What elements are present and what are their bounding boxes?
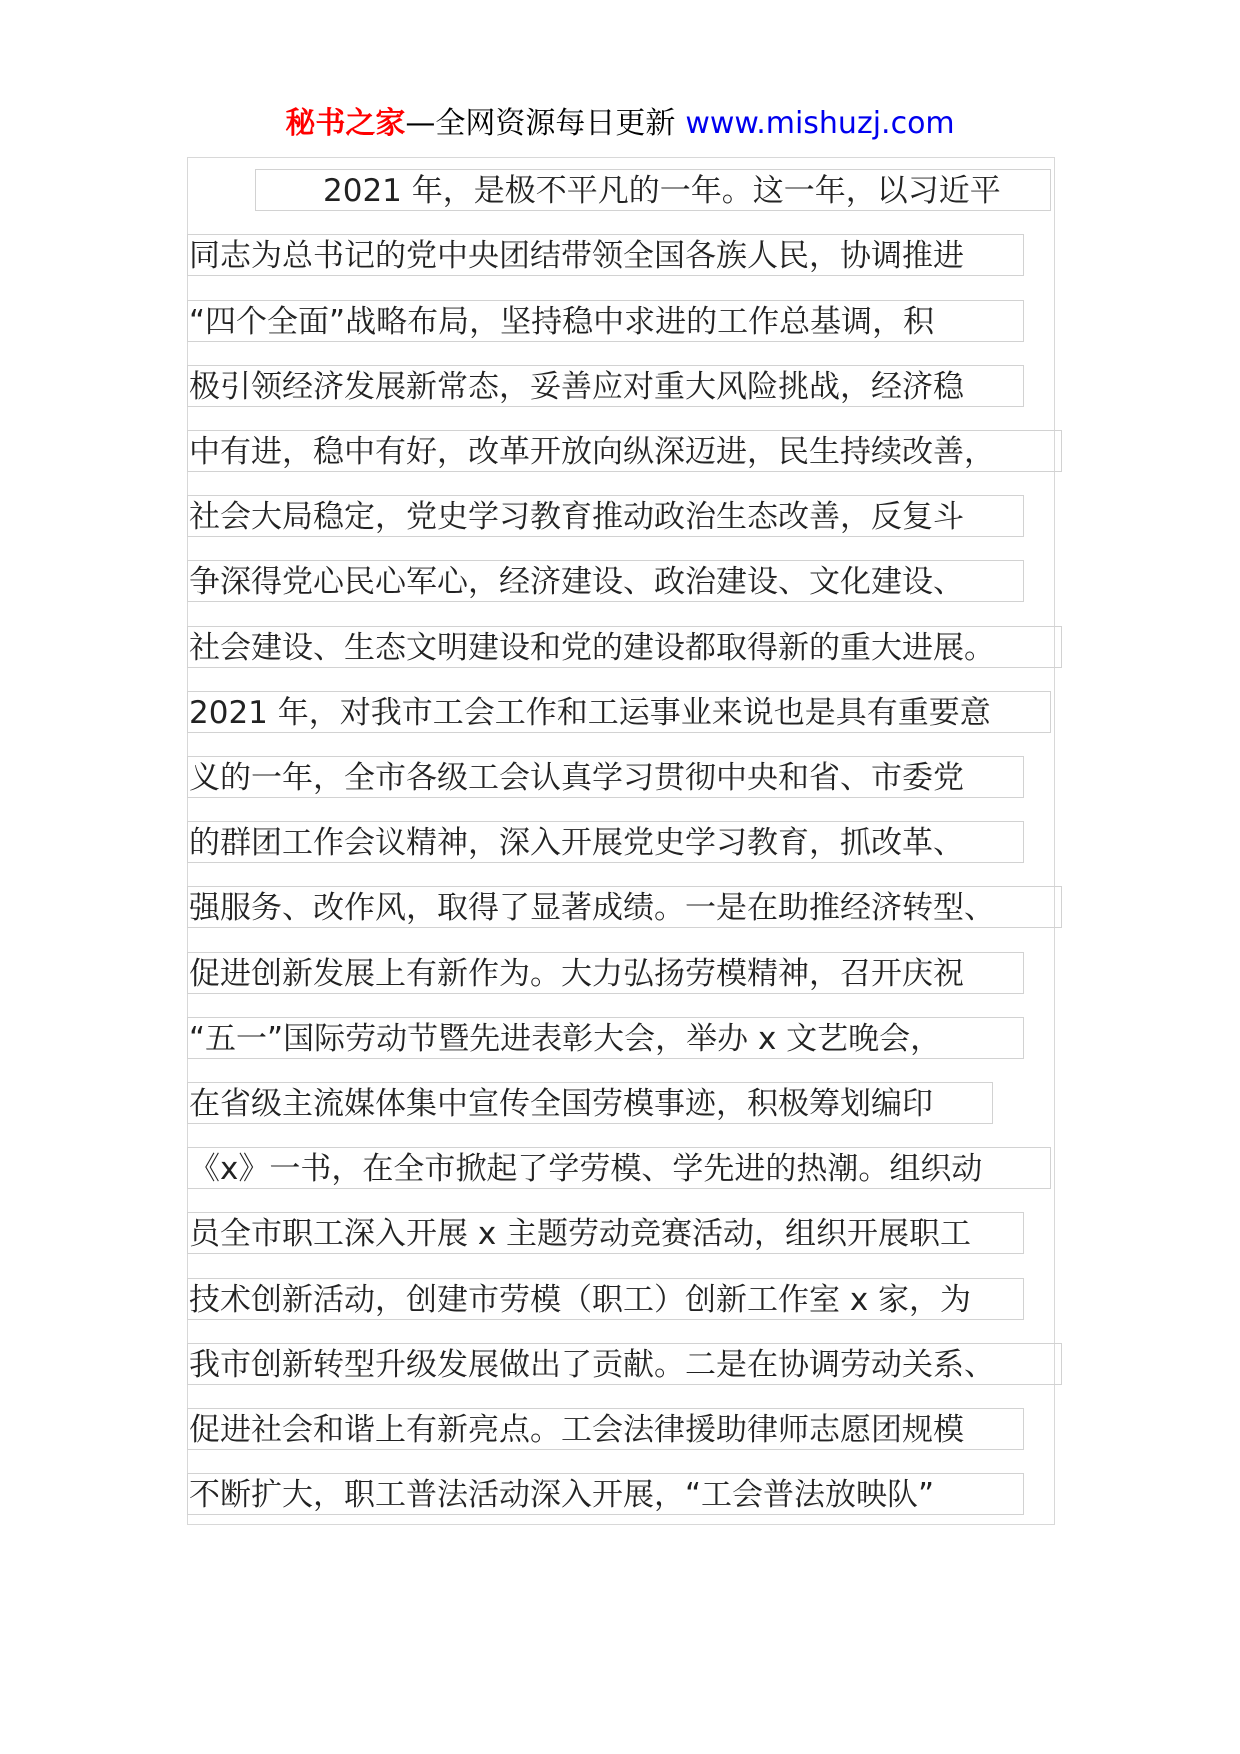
site-header bbox=[0, 100, 1240, 148]
site-slogan: —全网资源每日更新 bbox=[405, 106, 676, 141]
text-line: 在省级主流媒体集中宣传全国劳模事迹，积极筹划编印 bbox=[187, 1082, 993, 1124]
text-line: 技术创新活动，创建市劳模（职工）创新工作室 x 家，为 bbox=[187, 1278, 1024, 1320]
text-line: 《x》一书，在全市掀起了学劳模、学先进的热潮。组织动 bbox=[187, 1147, 1051, 1189]
text-line: 社会大局稳定，党史学习教育推动政治生态改善，反复斗 bbox=[187, 495, 1024, 537]
text-line: 促进社会和谐上有新亮点。工会法律援助律师志愿团规模 bbox=[187, 1408, 1024, 1450]
brand-name: 秘书之家 bbox=[285, 106, 406, 141]
text-line: 强服务、改作风，取得了显著成绩。一是在助推经济转型、 bbox=[187, 886, 1062, 928]
text-line: 我市创新转型升级发展做出了贡献。二是在协调劳动关系、 bbox=[187, 1343, 1062, 1385]
site-url-link[interactable]: www.mishuzj.com bbox=[685, 106, 955, 141]
text-line: 极引领经济发展新常态，妥善应对重大风险挑战，经济稳 bbox=[187, 365, 1024, 407]
text-line: 争深得党心民心军心，经济建设、政治建设、文化建设、 bbox=[187, 560, 1024, 602]
text-line: 不断扩大，职工普法活动深入开展，“工会普法放映队” bbox=[187, 1473, 1024, 1515]
text-line: 社会建设、生态文明建设和党的建设都取得新的重大进展。 bbox=[187, 626, 1062, 668]
text-line: 同志为总书记的党中央团结带领全国各族人民，协调推进 bbox=[187, 234, 1024, 276]
text-line: 的群团工作会议精神，深入开展党史学习教育，抓改革、 bbox=[187, 821, 1024, 863]
text-line: 中有进，稳中有好，改革开放向纵深迈进，民生持续改善， bbox=[187, 430, 1062, 472]
text-line: 2021 年，是极不平凡的一年。这一年，以习近平 bbox=[255, 169, 1051, 211]
text-line: 促进创新发展上有新作为。大力弘扬劳模精神，召开庆祝 bbox=[187, 952, 1024, 994]
text-line: 员全市职工深入开展 x 主题劳动竞赛活动，组织开展职工 bbox=[187, 1212, 1024, 1254]
text-line: 义的一年，全市各级工会认真学习贯彻中央和省、市委党 bbox=[187, 756, 1024, 798]
text-line: “四个全面”战略布局，坚持稳中求进的工作总基调，积 bbox=[187, 300, 1024, 342]
text-line: 2021 年，对我市工会工作和工运事业来说也是具有重要意 bbox=[187, 691, 1051, 733]
text-line: “五一”国际劳动节暨先进表彰大会，举办 x 文艺晚会， bbox=[187, 1017, 1024, 1059]
